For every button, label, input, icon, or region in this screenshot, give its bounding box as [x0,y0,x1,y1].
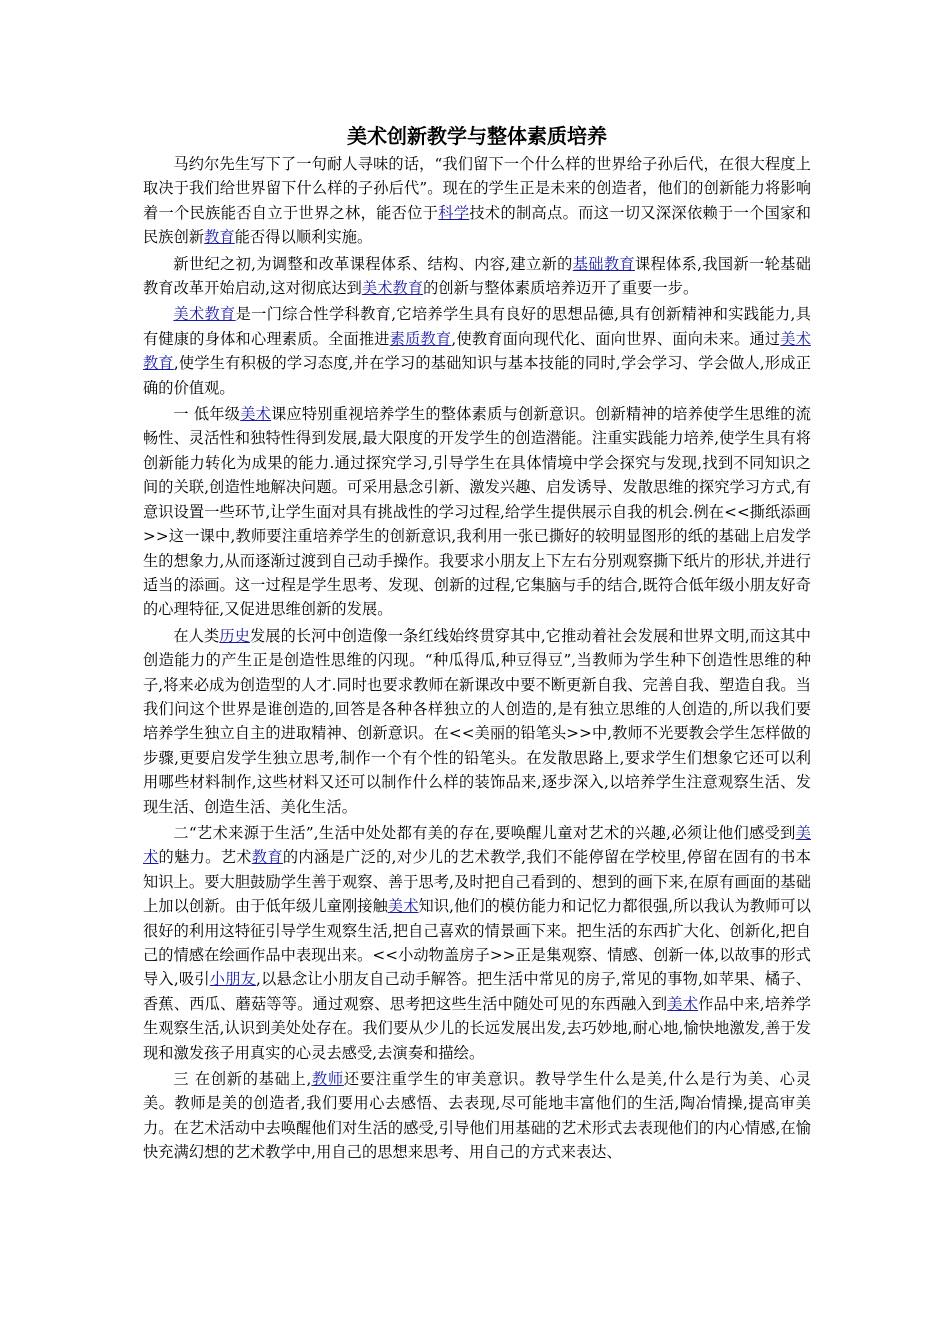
paragraph-text: ,使学生有积极的学习态度,并在学习的基础知识与基本技能的同时,学会学习、学会做人,形成正确的价值观。 [143,354,811,397]
document-body [143,152,811,1165]
paragraph-text: 的内涵是广泛的,对少儿的艺术教学,我们不能停留在学校里,停留在固有的书本知识上。要大胆鼓励学生善于观察、善于思考,及时把自己看到的、想到的画下来,在原有画面的基础上加以创新。由于低年级儿童刚接触 [143,848,811,916]
inline-link[interactable]: 小朋友 [209,970,257,989]
paragraph-text: 能否得以顺利实施。 [234,228,373,247]
paragraph-text: 发展的长河中创造像一条红线始终贯穿其中,它推动着社会发展和世界文明,而这其中创造能力的产生正是创造性思维的闪现。“种瓜得瓜,种豆得豆”,当教师为学生种下创造性思维的种子,将来必成为创造型的人才.同时也要求教师在新课改中要不断更新自我、完善自我、塑造自我。当我们问这个世界是谁创造的,回答是各种各样独立的人创造的,是有独立思维的人创造的,所以我们要培养学生独立自主的进取精神、创新意识。在<<美丽的铅笔头>>中,教师不光要教会学生怎样做的步骤,更要启发学生独立思考,制作一个有个性的铅笔头。在发散思路上,要求学生们想象它还可以利用哪些材料制作,这些材料又还可以制作什么样的装饰品来,逐步深入,以培养学生注意观察生活、发现生活、创造生活、美化生活。 [143,626,811,816]
inline-link[interactable]: 美术 [143,823,811,867]
paragraph-text: 课应特别重视培养学生的整体素质与创新意识。创新精神的培养使学生思维的流畅性、灵活性和独特性得到发展,最大限度的开发学生的创造潜能。注重实践能力培养,使学生具有将创新能力转化为成果的能力.通过探究学习,引导学生在具体情境中学会探究与发现,找到不同知识之间的关联,创造性地解决问题。可采用悬念引新、激发兴趣、启发诱导、发散思维的探究学习方式,有意识设置一些环节,让学生面对具有挑战性的学习过程,给学生提供展示自我的机会.例在<<撕纸添画>>这一课中,教师要注重培养学生的创新意识,我利用一张已撕好的较明显图形的纸的基础上启发学生的想象力,从而逐渐过渡到自己动手操作。我要求小朋友上下左右分别观察撕下纸片的形状,并进行适当的添画。这一过程是学生思考、发现、创新的过程,它集脑与手的结合,既符合低年级小朋友好奇的心理特征,又促进思维创新的发展。 [143,405,812,619]
paragraph [143,152,811,250]
paragraph-text: 还要注重学生的审美意识。教导学生什么是美,什么是行为美、心灵美。教师是美的创造者,我们要用心去感悟、去表现,尽可能地丰富他们的生活,陶冶情操,提高审美力。在艺术活动中去唤醒他们对生活的感受,引导他们用基础的艺术形式去表现他们的内心情感,在愉快充满幻想的艺术教学中,用自己的思想来思考、用自己的方式来表达、 [143,1070,812,1162]
paragraph-text: 技术的制高点。而这一切又深深依赖于一个国家和民族创新 [143,203,812,247]
paragraph [143,252,811,301]
inline-link[interactable]: 美术 [387,897,419,916]
document-page [143,120,811,1167]
inline-link[interactable]: 素质教育 [389,329,452,348]
inline-link[interactable]: 教师 [311,1070,344,1089]
inline-link[interactable]: 美术教育 [143,329,811,373]
paragraph-text: 三 在创新的基础上, [173,1070,312,1089]
paragraph [143,821,811,1065]
paragraph-text: 作品中来,培养学生观察生活,认识到美处处存在。我们要从少儿的长远发展出发,去巧妙地,耐心地,愉快地激发,善于发现和激发孩子用真实的心灵去感受,去演奏和描绘。 [143,994,811,1062]
paragraph-text: 在人类 [173,626,220,645]
paragraph-text: 新世纪之初,为调整和改革课程体系、结构、内容,建立新的 [173,254,573,273]
inline-link[interactable]: 美术 [667,994,699,1013]
paragraph-text: 的魅力。艺术 [158,848,252,867]
paragraph-text: 课程体系,我国新一轮基础教育改革开始启动,这对彻底达到 [143,254,812,298]
paragraph-text: 的创新与整体素质培养迈开了重要一步。 [423,279,699,298]
inline-link[interactable]: 基础教育 [572,254,635,273]
paragraph [143,1067,811,1165]
paragraph-text: ,使教育面向现代化、面向世界、面向未来。通过 [451,329,781,348]
inline-link[interactable]: 美术 [240,405,272,424]
paragraph-text: 是一门综合性学科教育,它培养学生具有良好的思想品德,具有创新精神和实践能力,具有健康的身体和心理素质。全面推进 [143,305,811,348]
document-title: 美术创新教学与整体素质培养 [347,124,607,148]
paragraph-text: ,以悬念让小朋友自己动手解答。把生活中常见的房子,常见的事物,如苹果、橘子、香蕉、西瓜、蘑菇等等。通过观察、思考把这些生活中随处可见的东西融入到 [143,970,811,1013]
paragraph [143,402,811,622]
inline-link[interactable]: 科学 [438,203,470,222]
inline-link[interactable]: 美术教育 [361,279,424,298]
paragraph-text: 二“艺术来源于生活”,生活中处处都有美的存在,要唤醒儿童对艺术的兴趣,必须让他们感受到 [173,823,796,842]
inline-link[interactable]: 美术教育 [173,305,236,324]
paragraph [143,302,811,400]
inline-link[interactable]: 历史 [219,626,250,645]
paragraph-text: 一 低年级 [173,405,241,424]
inline-link[interactable]: 教育 [251,848,283,867]
paragraph-text: 知识,他们的模仿能力和记忆力都很强,所以我认为教师可以很好的利用这特征引导学生观察生活,把自己喜欢的情景画下来。把生活的东西扩大化、创新化,把自己的情感在绘画作品中表现出来。<<小动物盖房子>>正是集观察、情感、创新一体,以故事的形式导入,吸引 [143,897,812,989]
inline-link[interactable]: 教育 [204,228,235,247]
paragraph [143,624,811,819]
paragraph-text: 马约尔先生写下了一句耐人寻味的话，“我们留下一个什么样的世界给子孙后代，在很大程度上取决于我们给世界留下什么样的子孙后代”。现在的学生正是未来的创造者，他们的创新能力将影响着一个民族能否自立于世界之林，能否位于 [143,155,811,222]
